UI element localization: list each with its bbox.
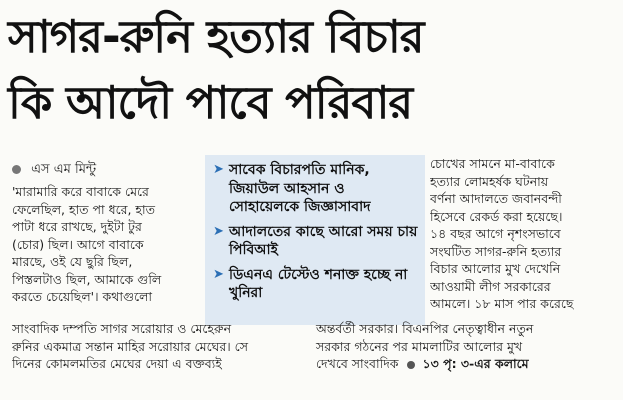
highlight-item — [213, 266, 419, 303]
column-1 — [12, 183, 200, 306]
highlight-item — [213, 223, 419, 260]
headline-line-1: সাগর-রুনি হত্যার বিচার — [8, 10, 424, 63]
highlight-text: সাবেক বিচারপতি মানিক, জিয়াউল আহসান ও সোহায়েলকে জিজ্ঞাসাবাদ — [229, 162, 371, 215]
text-line: (চোর) ছিল। আগে বাবাকে — [12, 236, 144, 252]
bottom-text — [12, 320, 616, 373]
author-name: এস এম মিন্টু — [31, 162, 97, 177]
bottom-left-text: রুনির একমাত্র সন্তান মাহির সরোয়ার মেঘের। সে — [12, 338, 248, 354]
arrow-bullet-icon: ➤ — [213, 266, 224, 282]
bottom-row — [12, 320, 616, 338]
byline-bullet-icon — [12, 165, 21, 174]
text-line: হত্যার লোমহর্ষক ঘটনায় — [430, 173, 549, 189]
bottom-row — [12, 355, 616, 373]
text-line: মারছে, ওই যে ছুরি ছিল, — [12, 254, 133, 269]
text-line: পাটা ধরে রাখছে, দুইটা টুর — [12, 219, 142, 234]
text-line: হিসেবে রেকর্ড করা হয়েছে। — [430, 208, 563, 224]
text-line: বর্ণনা আদালতে জবানবন্দী — [430, 191, 562, 206]
bottom-left-text: সাংবাদিক দম্পতি সাগর সরোয়ার ও মেহেরুন — [12, 321, 232, 336]
text-line: ফেলেছিল, হাত পা ধরে, হাত — [12, 201, 156, 217]
bottom-right-text: দেখবে সাংবাদিক — [315, 356, 399, 371]
byline — [12, 160, 96, 181]
bottom-left-text: দিনের কোমলমতির মেঘের দেয়া এ বক্তব্যই — [12, 356, 222, 371]
bottom-right-text: সরকার গঠনের পর মামলাটির আলোর মুখ — [315, 338, 523, 354]
bottom-right-text: অন্তর্বর্তী সরকার। বিএনপির নেতৃত্বাধীন নতুন — [315, 321, 534, 336]
arrow-bullet-icon: ➤ — [213, 162, 224, 177]
arrow-bullet-icon: ➤ — [213, 223, 224, 239]
headline-line-2: কি আদৌ পাবে পরিবার — [8, 76, 413, 129]
text-line: সংঘটিত সাগর-রুনি হত্যার — [430, 243, 562, 259]
text-line: 'মারামারি করে বাবাকে মেরে — [12, 184, 149, 199]
text-line: করতে চেয়েছিল'। কথাগুলো — [12, 289, 153, 304]
continuation-bullet-icon — [407, 361, 415, 369]
text-line: চোখের সামনে মা-বাবাকে — [430, 156, 555, 171]
text-line: বিচার আলোর মুখ দেখেনি — [430, 261, 561, 276]
highlight-text: আদালতের কাছে আরো সময় চায় পিবিআই — [229, 223, 418, 258]
highlights-box — [205, 155, 425, 325]
text-line: আওয়ামী লীগ সরকারের — [430, 278, 551, 294]
text-line: আমলে। ১৮ মাস পার করেছে — [430, 296, 574, 311]
bottom-row — [12, 338, 616, 356]
text-line: পিস্তলটাও ছিল, আমাকে গুলি — [12, 271, 162, 287]
column-3 — [430, 155, 616, 313]
highlight-item — [213, 161, 419, 217]
page-reference: ১৩ পৃ: ৩-এর কলামে — [422, 356, 529, 371]
highlight-text: ডিএনএ টেস্টেও শনাক্ত হচ্ছে না খুনিরা — [229, 266, 408, 301]
text-line: ১৪ বছর আগে নৃশংসভাবে — [430, 226, 561, 241]
